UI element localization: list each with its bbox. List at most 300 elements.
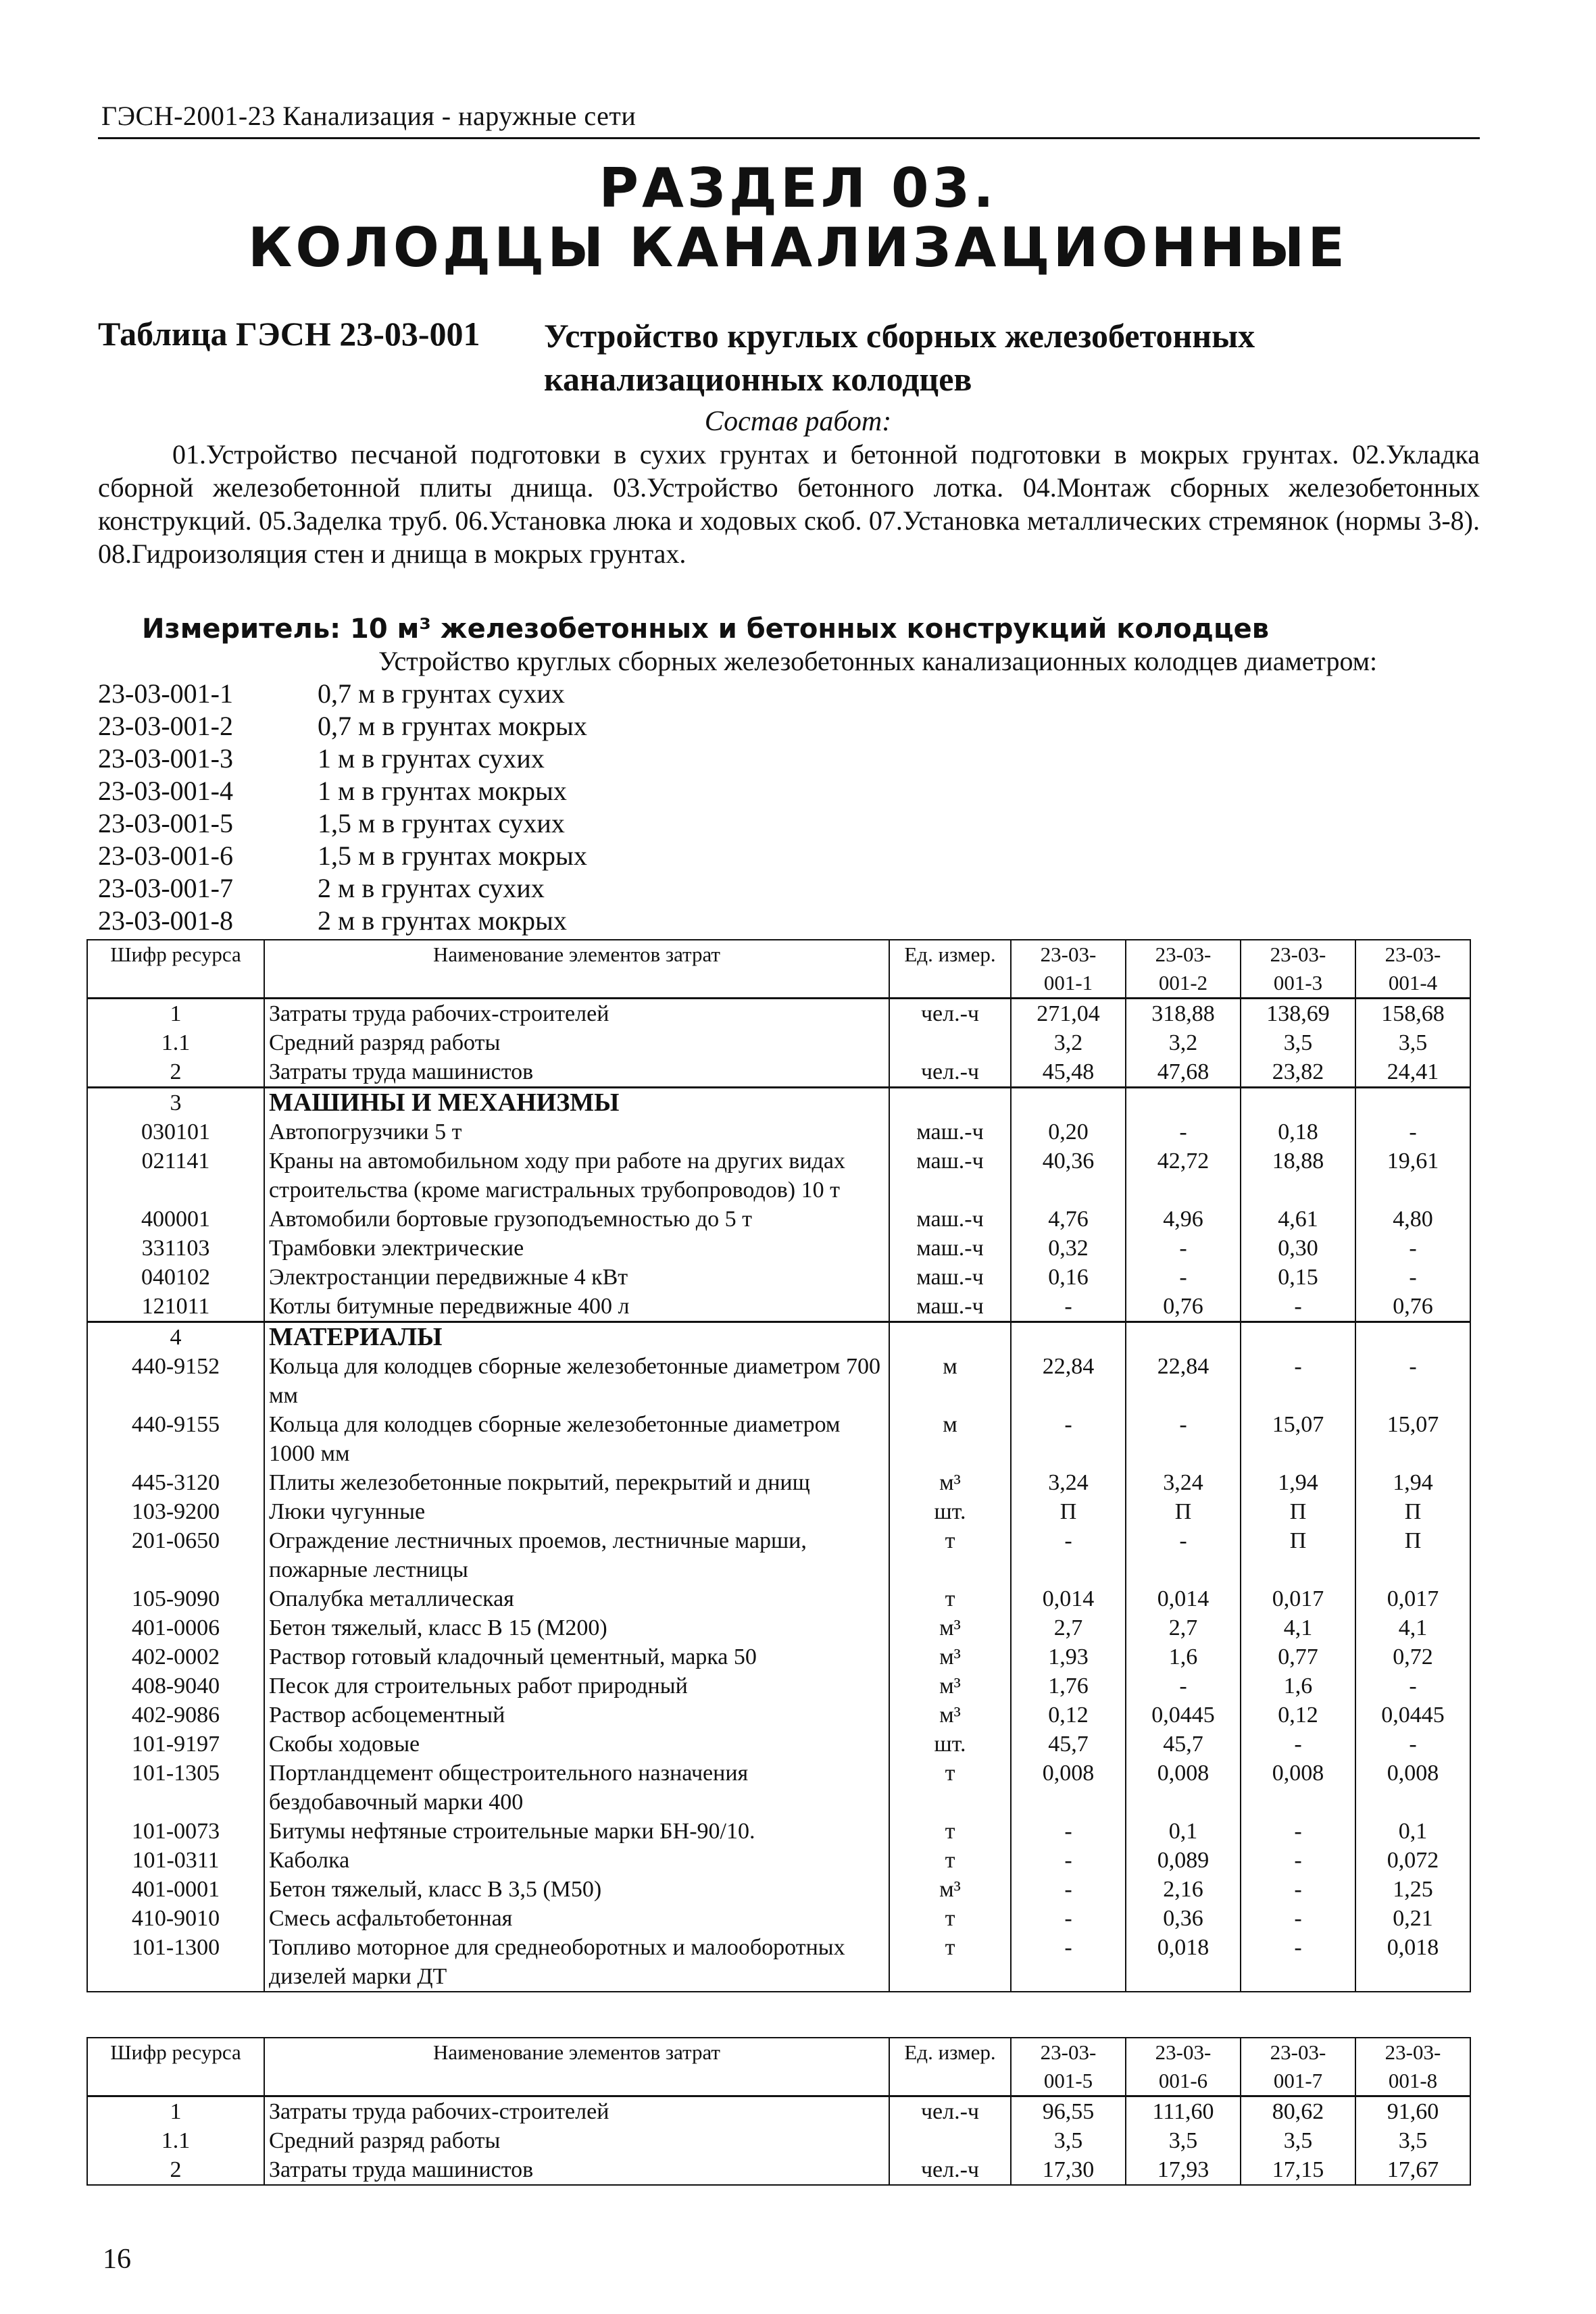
value-cell: - bbox=[1355, 1263, 1470, 1292]
variant-description: 2 м в грунтах сухих bbox=[318, 873, 545, 903]
header-text: 23-03- bbox=[1385, 2040, 1441, 2064]
resource-name-cell: Раствор асбоцементный bbox=[264, 1701, 889, 1730]
resource-name-cell: Каболка bbox=[264, 1846, 889, 1875]
resource-code-cell: 201-0650 bbox=[87, 1526, 264, 1584]
value-cell: - bbox=[1241, 1904, 1355, 1933]
table-row bbox=[87, 1904, 1470, 1933]
variant-code: 23-03-001-3 bbox=[98, 743, 233, 774]
resource-name-cell: Затраты труда машинистов bbox=[264, 1057, 889, 1088]
resource-code-cell: 401-0001 bbox=[87, 1875, 264, 1904]
table-row bbox=[87, 1584, 1470, 1613]
value-cell: 0,008 bbox=[1355, 1759, 1470, 1817]
table-header-row bbox=[87, 2038, 1470, 2096]
unit-cell: т bbox=[889, 1526, 1011, 1584]
resource-code-cell: 101-9197 bbox=[87, 1730, 264, 1759]
header-text: 23-03- bbox=[1155, 942, 1212, 966]
value-cell: 45,7 bbox=[1126, 1730, 1241, 1759]
value-cell: 0,018 bbox=[1355, 1933, 1470, 1992]
value-cell bbox=[1126, 1322, 1241, 1353]
value-cell: - bbox=[1011, 1817, 1126, 1846]
header-text: Наименование элементов затрат bbox=[433, 942, 720, 966]
table-row bbox=[87, 1846, 1470, 1875]
header-text: 001-1 bbox=[1043, 971, 1093, 995]
unit-cell: т bbox=[889, 1584, 1011, 1613]
header-text: 23-03- bbox=[1270, 2040, 1326, 2064]
value-cell: - bbox=[1241, 1875, 1355, 1904]
value-cell: 4,96 bbox=[1126, 1205, 1241, 1234]
value-cell: 22,84 bbox=[1126, 1352, 1241, 1410]
value-cell: - bbox=[1126, 1526, 1241, 1584]
value-cell: 47,68 bbox=[1126, 1057, 1241, 1088]
header-text: Шифр ресурса bbox=[110, 2040, 241, 2064]
variant-description: 0,7 м в грунтах мокрых bbox=[318, 711, 587, 741]
table-header-row bbox=[87, 940, 1470, 999]
resource-name-cell: МАТЕРИАЛЫ bbox=[264, 1322, 889, 1353]
value-cell: 1,6 bbox=[1126, 1642, 1241, 1671]
resource-code-cell: 401-0006 bbox=[87, 1613, 264, 1642]
resource-code-cell: 030101 bbox=[87, 1117, 264, 1147]
header-text: Ед. измер. bbox=[904, 2040, 996, 2064]
header-text: Ед. измер. bbox=[904, 942, 996, 966]
resource-code-cell: 3 bbox=[87, 1088, 264, 1118]
header-text: 23-03- bbox=[1385, 942, 1441, 966]
resource-name-cell: Смесь асфальтобетонная bbox=[264, 1904, 889, 1933]
resource-name-cell: Автопогрузчики 5 т bbox=[264, 1117, 889, 1147]
value-cell: 0,008 bbox=[1241, 1759, 1355, 1817]
value-cell: - bbox=[1355, 1117, 1470, 1147]
value-cell: - bbox=[1011, 1846, 1126, 1875]
resource-name-cell: Электростанции передвижные 4 кВт bbox=[264, 1263, 889, 1292]
variant-code: 23-03-001-1 bbox=[98, 678, 233, 709]
resource-code-cell: 2 bbox=[87, 2155, 264, 2185]
value-cell: 0,18 bbox=[1241, 1117, 1355, 1147]
column-header-norm bbox=[1241, 2038, 1355, 2096]
resource-table bbox=[86, 2037, 1471, 2186]
unit-cell: м³ bbox=[889, 1642, 1011, 1671]
value-cell: - bbox=[1126, 1263, 1241, 1292]
resource-name-cell: Бетон тяжелый, класс В 15 (М200) bbox=[264, 1613, 889, 1642]
table-row bbox=[87, 1497, 1470, 1526]
table-row bbox=[87, 2126, 1470, 2155]
table-row bbox=[87, 1263, 1470, 1292]
resource-code-cell: 101-1305 bbox=[87, 1759, 264, 1817]
column-header-norm bbox=[1126, 2038, 1241, 2096]
table-title bbox=[544, 314, 1490, 401]
resource-name-cell: Люки чугунные bbox=[264, 1497, 889, 1526]
resource-code-cell: 1.1 bbox=[87, 1028, 264, 1057]
table-label: Таблица ГЭСН 23-03-001 bbox=[98, 315, 480, 353]
unit-cell: т bbox=[889, 1759, 1011, 1817]
unit-cell: м³ bbox=[889, 1671, 1011, 1701]
resource-code-cell: 410-9010 bbox=[87, 1904, 264, 1933]
value-cell: П bbox=[1241, 1497, 1355, 1526]
value-cell: - bbox=[1241, 1730, 1355, 1759]
table-row bbox=[87, 1730, 1470, 1759]
value-cell: - bbox=[1126, 1117, 1241, 1147]
table-row bbox=[87, 1468, 1470, 1497]
unit-cell: м bbox=[889, 1410, 1011, 1468]
table-row bbox=[87, 1292, 1470, 1322]
unit-cell bbox=[889, 2126, 1011, 2155]
value-cell: - bbox=[1355, 1671, 1470, 1701]
variants-intro: Устройство круглых сборных железобетонных канализационных колодцев диаметром: bbox=[378, 646, 1378, 676]
unit-cell: м³ bbox=[889, 1701, 1011, 1730]
resource-name-cell: Затраты труда рабочих-строителей bbox=[264, 2096, 889, 2127]
header-text: Наименование элементов затрат bbox=[433, 2040, 720, 2064]
value-cell: 3,5 bbox=[1355, 1028, 1470, 1057]
value-cell: 0,008 bbox=[1011, 1759, 1126, 1817]
value-cell: 1,76 bbox=[1011, 1671, 1126, 1701]
resource-name-cell: Портландцемент общестроительного назначения бездобавочный марки 400 bbox=[264, 1759, 889, 1817]
value-cell: 2,7 bbox=[1011, 1613, 1126, 1642]
column-header-norm bbox=[1126, 940, 1241, 999]
value-cell: 158,68 bbox=[1355, 999, 1470, 1029]
resource-table bbox=[86, 939, 1471, 1992]
value-cell: - bbox=[1241, 1933, 1355, 1992]
resource-code-cell: 1.1 bbox=[87, 2126, 264, 2155]
value-cell: 4,80 bbox=[1355, 1205, 1470, 1234]
value-cell: 0,0445 bbox=[1355, 1701, 1470, 1730]
value-cell: 0,76 bbox=[1355, 1292, 1470, 1322]
value-cell: 0,014 bbox=[1011, 1584, 1126, 1613]
table-row bbox=[87, 1526, 1470, 1584]
value-cell: П bbox=[1126, 1497, 1241, 1526]
unit-cell: чел.-ч bbox=[889, 999, 1011, 1029]
variant-code: 23-03-001-2 bbox=[98, 711, 233, 741]
value-cell: 138,69 bbox=[1241, 999, 1355, 1029]
header-text: 001-5 bbox=[1043, 2069, 1093, 2092]
variant-description: 1,5 м в грунтах сухих bbox=[318, 808, 565, 838]
value-cell: 0,30 bbox=[1241, 1234, 1355, 1263]
variant-code: 23-03-001-5 bbox=[98, 808, 233, 838]
value-cell: - bbox=[1241, 1817, 1355, 1846]
value-cell: 80,62 bbox=[1241, 2096, 1355, 2127]
value-cell: 0,014 bbox=[1126, 1584, 1241, 1613]
value-cell: - bbox=[1126, 1671, 1241, 1701]
resource-code-cell: 2 bbox=[87, 1057, 264, 1088]
section-subtitle: КОЛОДЦЫ КАНАЛИЗАЦИОННЫЕ bbox=[247, 216, 1348, 279]
value-cell: 4,61 bbox=[1241, 1205, 1355, 1234]
value-cell: П bbox=[1355, 1526, 1470, 1584]
value-cell: - bbox=[1126, 1234, 1241, 1263]
section-title: РАЗДЕЛ 03. bbox=[599, 157, 997, 220]
value-cell: - bbox=[1011, 1904, 1126, 1933]
header-text: 23-03- bbox=[1040, 2040, 1097, 2064]
unit-cell: шт. bbox=[889, 1730, 1011, 1759]
value-cell: 0,21 bbox=[1355, 1904, 1470, 1933]
value-cell: 4,1 bbox=[1355, 1613, 1470, 1642]
resource-name-cell: Трамбовки электрические bbox=[264, 1234, 889, 1263]
value-cell: 3,2 bbox=[1011, 1028, 1126, 1057]
value-cell: - bbox=[1011, 1410, 1126, 1468]
table-row bbox=[87, 1817, 1470, 1846]
resource-name-cell: Опалубка металлическая bbox=[264, 1584, 889, 1613]
value-cell: 0,12 bbox=[1011, 1701, 1126, 1730]
column-header-code bbox=[87, 2038, 264, 2096]
variant-description: 2 м в грунтах мокрых bbox=[318, 905, 567, 936]
unit-cell bbox=[889, 1088, 1011, 1118]
variant-code: 23-03-001-7 bbox=[98, 873, 233, 903]
header-rule bbox=[98, 137, 1480, 139]
value-cell: - bbox=[1241, 1846, 1355, 1875]
header-text: 001-3 bbox=[1273, 971, 1323, 995]
value-cell: - bbox=[1355, 1234, 1470, 1263]
resource-name-cell: МАШИНЫ И МЕХАНИЗМЫ bbox=[264, 1088, 889, 1118]
header-text: 23-03- bbox=[1155, 2040, 1212, 2064]
table-title-line: Устройство круглых сборных железобетонных bbox=[544, 317, 1255, 355]
table-row bbox=[87, 1028, 1470, 1057]
value-cell: 3,5 bbox=[1011, 2126, 1126, 2155]
table-group-row bbox=[87, 1322, 1470, 1353]
value-cell: 91,60 bbox=[1355, 2096, 1470, 2127]
value-cell: 3,2 bbox=[1126, 1028, 1241, 1057]
unit-cell: м bbox=[889, 1352, 1011, 1410]
resource-name-cell: Бетон тяжелый, класс В 3,5 (М50) bbox=[264, 1875, 889, 1904]
value-cell: 0,008 bbox=[1126, 1759, 1241, 1817]
value-cell: 17,30 bbox=[1011, 2155, 1126, 2185]
table-row bbox=[87, 1671, 1470, 1701]
value-cell: 3,5 bbox=[1355, 2126, 1470, 2155]
unit-cell bbox=[889, 1322, 1011, 1353]
resource-code-cell: 1 bbox=[87, 2096, 264, 2127]
column-header-norm bbox=[1011, 2038, 1126, 2096]
value-cell: 0,072 bbox=[1355, 1846, 1470, 1875]
value-cell: 17,67 bbox=[1355, 2155, 1470, 2185]
table-row bbox=[87, 1205, 1470, 1234]
works-description: 01.Устройство песчаной подготовки в сухих грунтах и бетонной подготовки в мокрых грунтах. 02.Укладка сборной железобетонной плиты днища. 03.Устройство бетонного лотка. 04.Монтаж сборных железобетонных конструкций. 05.Заделка труб. 06.Установка люка и ходовых скоб. 07.Установка металлических стремянок (нормы 3-8). 08.Гидроизоляция стен и днища в мокрых грунтах. bbox=[98, 439, 1480, 569]
unit-cell bbox=[889, 1028, 1011, 1057]
unit-cell: м³ bbox=[889, 1468, 1011, 1497]
column-header-norm bbox=[1241, 940, 1355, 999]
header-text: 23-03- bbox=[1040, 942, 1097, 966]
column-header-norm bbox=[1355, 940, 1470, 999]
variant-code: 23-03-001-8 bbox=[98, 905, 233, 936]
value-cell: 17,93 bbox=[1126, 2155, 1241, 2185]
table-group-row bbox=[87, 1088, 1470, 1118]
value-cell: 3,24 bbox=[1126, 1468, 1241, 1497]
resource-code-cell: 4 bbox=[87, 1322, 264, 1353]
value-cell: 0,36 bbox=[1126, 1904, 1241, 1933]
value-cell: 0,089 bbox=[1126, 1846, 1241, 1875]
resource-name-cell: Топливо моторное для среднеоборотных и малооборотных дизелей марки ДТ bbox=[264, 1933, 889, 1992]
header-text: 001-2 bbox=[1158, 971, 1208, 995]
value-cell bbox=[1355, 1088, 1470, 1118]
value-cell: 42,72 bbox=[1126, 1147, 1241, 1205]
variant-description: 1 м в грунтах мокрых bbox=[318, 776, 567, 806]
resource-code-cell: 400001 bbox=[87, 1205, 264, 1234]
measure-unit: Измеритель: 10 м³ железобетонных и бетонных конструкций колодцев bbox=[142, 613, 1270, 645]
unit-cell: маш.-ч bbox=[889, 1117, 1011, 1147]
resource-name-cell: Плиты железобетонные покрытий, перекрытий и днищ bbox=[264, 1468, 889, 1497]
value-cell: - bbox=[1126, 1410, 1241, 1468]
value-cell: 22,84 bbox=[1011, 1352, 1126, 1410]
header-text: Шифр ресурса bbox=[110, 942, 241, 966]
value-cell: 4,1 bbox=[1241, 1613, 1355, 1642]
unit-cell: маш.-ч bbox=[889, 1147, 1011, 1205]
value-cell bbox=[1241, 1088, 1355, 1118]
column-header-name bbox=[264, 2038, 889, 2096]
value-cell: 3,24 bbox=[1011, 1468, 1126, 1497]
table-row bbox=[87, 1933, 1470, 1992]
variant-description: 1 м в грунтах сухих bbox=[318, 743, 545, 774]
value-cell: 0,15 bbox=[1241, 1263, 1355, 1292]
resource-name-cell: Средний разряд работы bbox=[264, 2126, 889, 2155]
value-cell: 0,32 bbox=[1011, 1234, 1126, 1263]
resource-name-cell: Кольца для колодцев сборные железобетонные диаметром 700 мм bbox=[264, 1352, 889, 1410]
value-cell: 0,72 bbox=[1355, 1642, 1470, 1671]
resource-name-cell: Средний разряд работы bbox=[264, 1028, 889, 1057]
variant-description: 1,5 м в грунтах мокрых bbox=[318, 840, 587, 871]
value-cell: 0,12 bbox=[1241, 1701, 1355, 1730]
value-cell: 0,017 bbox=[1241, 1584, 1355, 1613]
resource-code-cell: 105-9090 bbox=[87, 1584, 264, 1613]
resource-code-cell: 040102 bbox=[87, 1263, 264, 1292]
table-row bbox=[87, 1613, 1470, 1642]
resource-name-cell: Битумы нефтяные строительные марки БН-90/10. bbox=[264, 1817, 889, 1846]
page-number: 16 bbox=[103, 2244, 131, 2275]
unit-cell: маш.-ч bbox=[889, 1263, 1011, 1292]
resource-name-cell: Автомобили бортовые грузоподъемностью до 5 т bbox=[264, 1205, 889, 1234]
resource-name-cell: Краны на автомобильном ходу при работе на других видах строительства (кроме магистральных трубопроводов) 10 т bbox=[264, 1147, 889, 1205]
table-row bbox=[87, 2096, 1470, 2127]
unit-cell: т bbox=[889, 1817, 1011, 1846]
value-cell: 18,88 bbox=[1241, 1147, 1355, 1205]
header-text: 001-8 bbox=[1388, 2069, 1438, 2092]
resource-code-cell: 331103 bbox=[87, 1234, 264, 1263]
value-cell: 111,60 bbox=[1126, 2096, 1241, 2127]
resource-name-cell: Раствор готовый кладочный цементный, марка 50 bbox=[264, 1642, 889, 1671]
resource-code-cell: 121011 bbox=[87, 1292, 264, 1322]
value-cell: 15,07 bbox=[1355, 1410, 1470, 1468]
unit-cell: т bbox=[889, 1904, 1011, 1933]
value-cell: 23,82 bbox=[1241, 1057, 1355, 1088]
table-row bbox=[87, 1701, 1470, 1730]
resource-name-cell: Ограждение лестничных проемов, лестничные марши, пожарные лестницы bbox=[264, 1526, 889, 1584]
value-cell bbox=[1011, 1088, 1126, 1118]
value-cell: 45,7 bbox=[1011, 1730, 1126, 1759]
value-cell: 0,76 bbox=[1126, 1292, 1241, 1322]
value-cell: 1,93 bbox=[1011, 1642, 1126, 1671]
value-cell: - bbox=[1011, 1292, 1126, 1322]
value-cell bbox=[1011, 1322, 1126, 1353]
value-cell: 15,07 bbox=[1241, 1410, 1355, 1468]
column-header-norm bbox=[1355, 2038, 1470, 2096]
variant-description: 0,7 м в грунтах сухих bbox=[318, 678, 565, 709]
value-cell: - bbox=[1355, 1352, 1470, 1410]
table-row bbox=[87, 1410, 1470, 1468]
value-cell: - bbox=[1241, 1292, 1355, 1322]
unit-cell: шт. bbox=[889, 1497, 1011, 1526]
value-cell: 40,36 bbox=[1011, 1147, 1126, 1205]
resource-name-cell: Скобы ходовые bbox=[264, 1730, 889, 1759]
value-cell: 0,20 bbox=[1011, 1117, 1126, 1147]
value-cell: 1,25 bbox=[1355, 1875, 1470, 1904]
resource-name-cell: Котлы битумные передвижные 400 л bbox=[264, 1292, 889, 1322]
value-cell: П bbox=[1355, 1497, 1470, 1526]
column-header-unit bbox=[889, 2038, 1011, 2096]
column-header-code bbox=[87, 940, 264, 999]
value-cell: 0,0445 bbox=[1126, 1701, 1241, 1730]
value-cell: 17,15 bbox=[1241, 2155, 1355, 2185]
value-cell: - bbox=[1241, 1352, 1355, 1410]
resource-code-cell: 021141 bbox=[87, 1147, 264, 1205]
value-cell: 1,94 bbox=[1241, 1468, 1355, 1497]
table-row bbox=[87, 1352, 1470, 1410]
value-cell bbox=[1241, 1322, 1355, 1353]
value-cell: 318,88 bbox=[1126, 999, 1241, 1029]
header-text: 001-4 bbox=[1388, 971, 1438, 995]
value-cell: 2,7 bbox=[1126, 1613, 1241, 1642]
value-cell: П bbox=[1011, 1497, 1126, 1526]
table-row bbox=[87, 1117, 1470, 1147]
resource-code-cell: 1 bbox=[87, 999, 264, 1029]
table-row bbox=[87, 1642, 1470, 1671]
value-cell: 1,6 bbox=[1241, 1671, 1355, 1701]
column-header-norm bbox=[1011, 940, 1126, 999]
value-cell: 0,017 bbox=[1355, 1584, 1470, 1613]
value-cell bbox=[1126, 1088, 1241, 1118]
value-cell: 0,1 bbox=[1126, 1817, 1241, 1846]
table-title-line: канализационных колодцев bbox=[544, 360, 972, 398]
value-cell: 3,5 bbox=[1241, 1028, 1355, 1057]
works-heading: Состав работ: bbox=[704, 406, 892, 437]
resource-code-cell: 101-0311 bbox=[87, 1846, 264, 1875]
resource-code-cell: 101-0073 bbox=[87, 1817, 264, 1846]
value-cell: - bbox=[1355, 1730, 1470, 1759]
header-text: 23-03- bbox=[1270, 942, 1326, 966]
resource-name-cell: Затраты труда машинистов bbox=[264, 2155, 889, 2185]
table-row bbox=[87, 1234, 1470, 1263]
unit-cell: чел.-ч bbox=[889, 2096, 1011, 2127]
unit-cell: т bbox=[889, 1846, 1011, 1875]
unit-cell: маш.-ч bbox=[889, 1205, 1011, 1234]
value-cell: 0,77 bbox=[1241, 1642, 1355, 1671]
resource-name-cell: Затраты труда рабочих-строителей bbox=[264, 999, 889, 1029]
value-cell: 19,61 bbox=[1355, 1147, 1470, 1205]
value-cell: 0,018 bbox=[1126, 1933, 1241, 1992]
table-row bbox=[87, 1759, 1470, 1817]
table-row bbox=[87, 1057, 1470, 1088]
unit-cell: маш.-ч bbox=[889, 1234, 1011, 1263]
variant-code: 23-03-001-6 bbox=[98, 840, 233, 871]
resource-code-cell: 440-9152 bbox=[87, 1352, 264, 1410]
value-cell: 0,16 bbox=[1011, 1263, 1126, 1292]
unit-cell: м³ bbox=[889, 1613, 1011, 1642]
header-text: 001-6 bbox=[1158, 2069, 1208, 2092]
value-cell: 3,5 bbox=[1241, 2126, 1355, 2155]
table-row bbox=[87, 1147, 1470, 1205]
value-cell: 0,1 bbox=[1355, 1817, 1470, 1846]
column-header-name bbox=[264, 940, 889, 999]
resource-code-cell: 408-9040 bbox=[87, 1671, 264, 1701]
table-row bbox=[87, 2155, 1470, 2185]
unit-cell: т bbox=[889, 1933, 1011, 1992]
resource-name-cell: Песок для строительных работ природный bbox=[264, 1671, 889, 1701]
resource-code-cell: 402-9086 bbox=[87, 1701, 264, 1730]
value-cell: 1,94 bbox=[1355, 1468, 1470, 1497]
resource-code-cell: 402-0002 bbox=[87, 1642, 264, 1671]
resource-name-cell: Кольца для колодцев сборные железобетонные диаметром 1000 мм bbox=[264, 1410, 889, 1468]
value-cell: 2,16 bbox=[1126, 1875, 1241, 1904]
resource-code-cell: 101-1300 bbox=[87, 1933, 264, 1992]
resource-code-cell: 103-9200 bbox=[87, 1497, 264, 1526]
value-cell: 4,76 bbox=[1011, 1205, 1126, 1234]
unit-cell: маш.-ч bbox=[889, 1292, 1011, 1322]
resource-code-cell: 440-9155 bbox=[87, 1410, 264, 1468]
unit-cell: м³ bbox=[889, 1875, 1011, 1904]
unit-cell: чел.-ч bbox=[889, 2155, 1011, 2185]
value-cell: 45,48 bbox=[1011, 1057, 1126, 1088]
